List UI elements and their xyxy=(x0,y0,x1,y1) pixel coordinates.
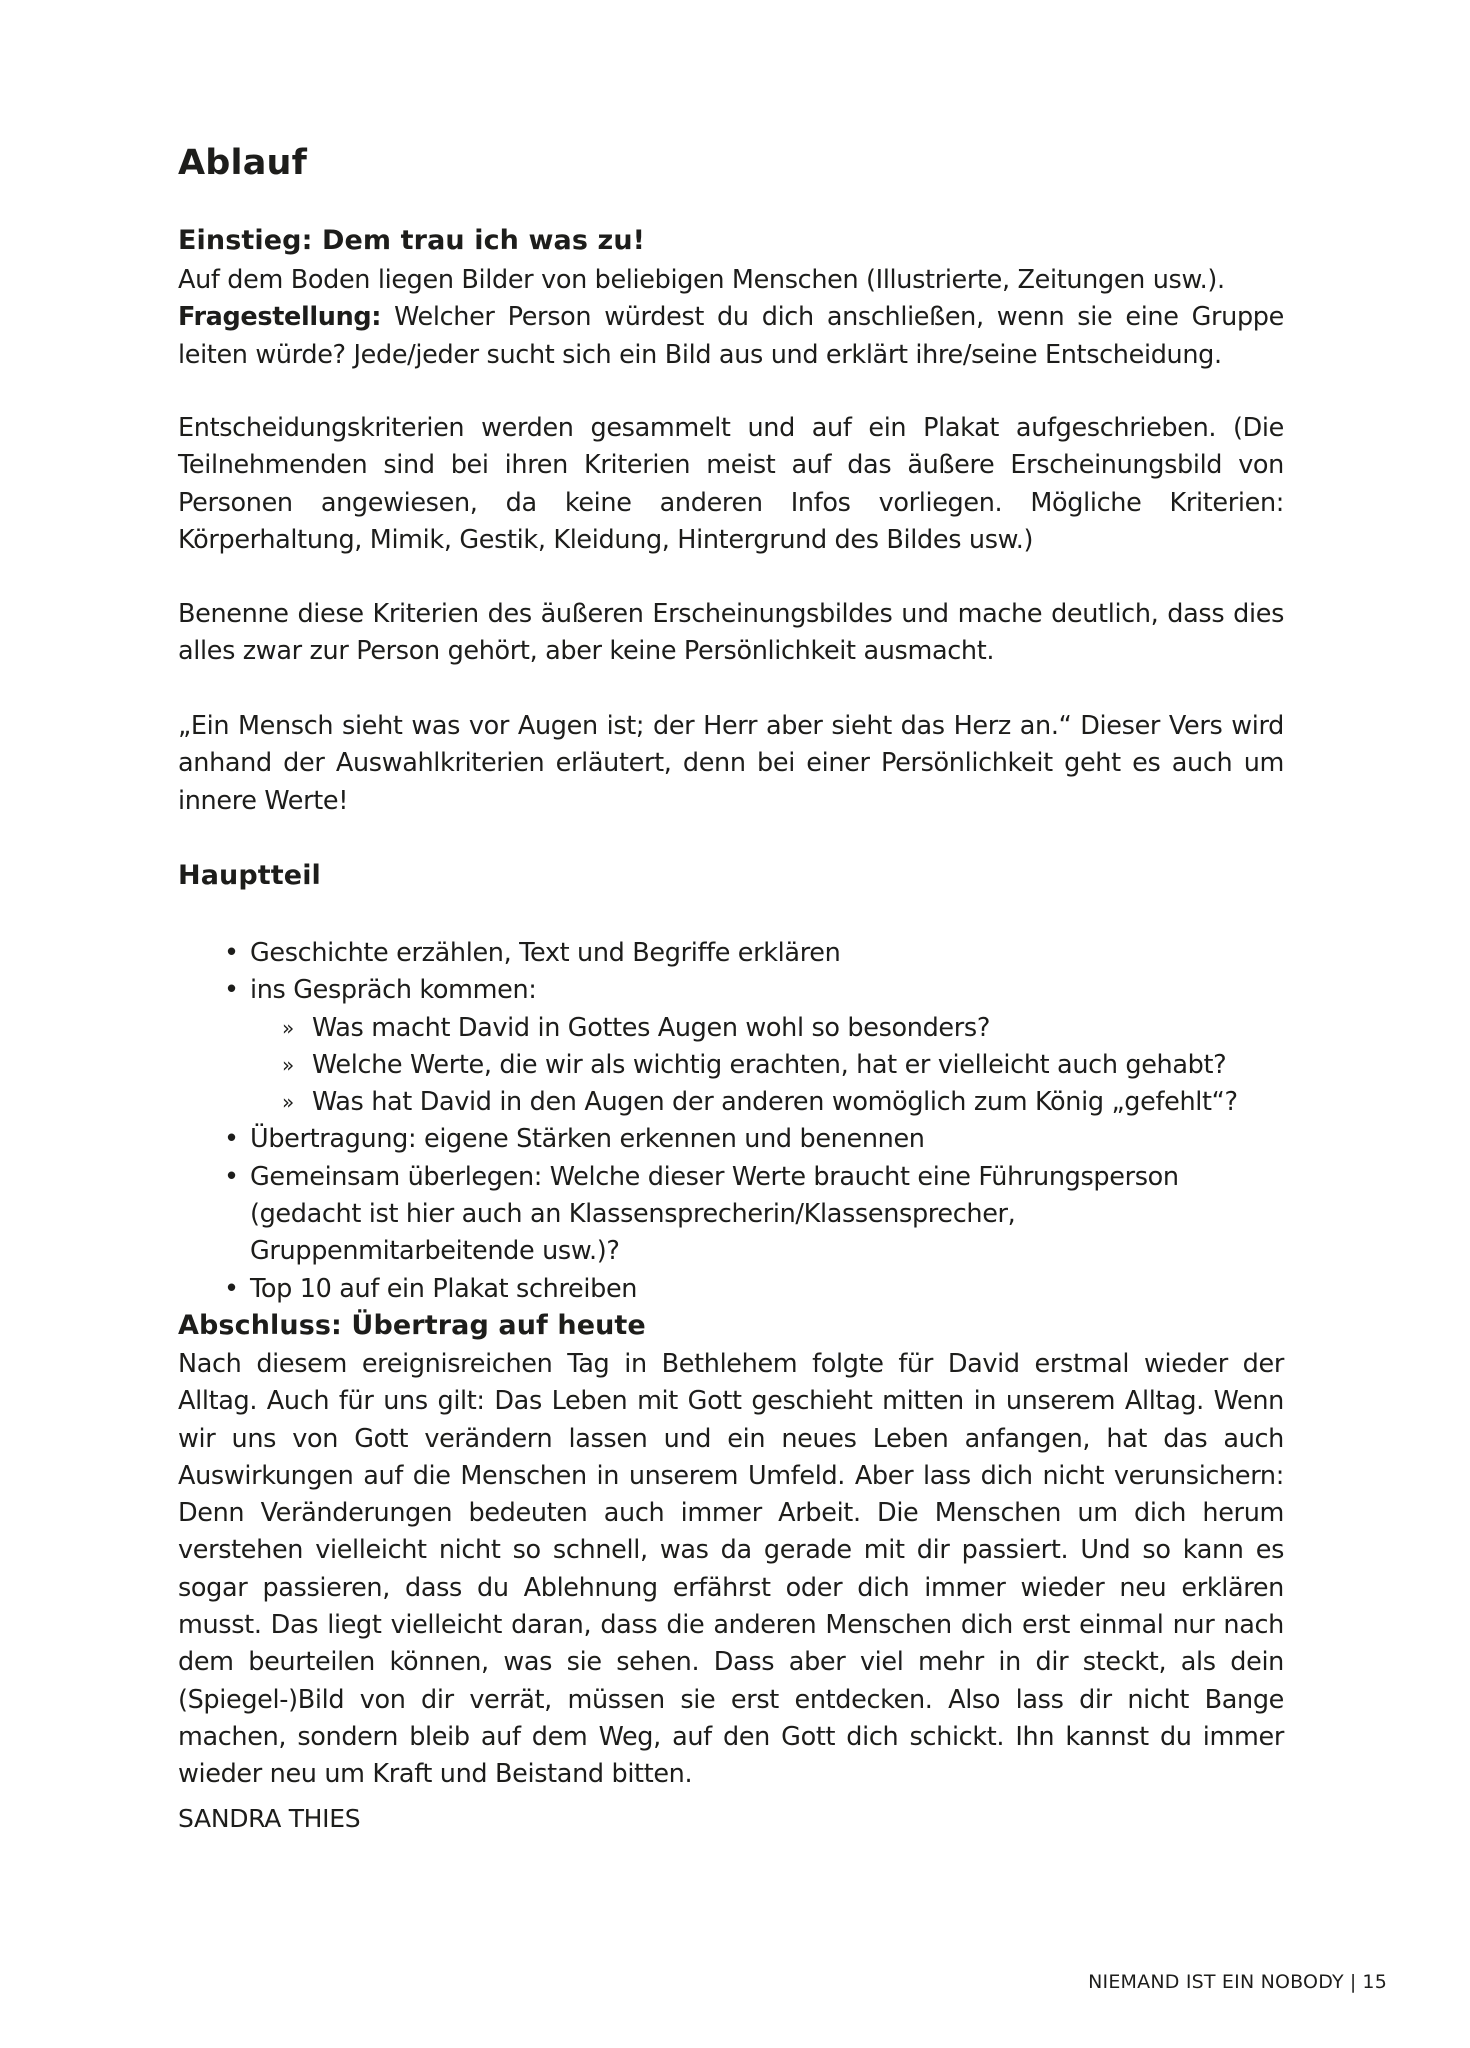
sub-list-item: » Was hat David in den Augen der anderen womöglich zum König „gefehlt“? xyxy=(178,1084,1284,1121)
list-item: • Geschichte erzählen, Text und Begriffe erklären xyxy=(178,935,1284,972)
bullet-icon: • xyxy=(224,1273,239,1304)
list-item: • Übertragung: eigene Stärken erkennen und benennen xyxy=(178,1121,1284,1158)
bullet-icon: • xyxy=(224,938,239,968)
section-title-abschluss: Abschluss: Übertrag auf heute xyxy=(178,1310,646,1341)
einstieg-intro: Auf dem Boden liegen Bilder von beliebigen Menschen (Illustrierte, Zeitungen usw.). xyxy=(178,265,1225,295)
list-item: • Gemeinsam überlegen: Welche dieser Werte braucht eine Führungsperson (gedacht ist hier auch an Klassensprecherin/Klassensprecher, Gruppenmitarbeitende usw.)? xyxy=(178,1159,1284,1271)
einstieg-intro-block xyxy=(178,262,1284,374)
page-footer xyxy=(1088,1971,1387,1993)
hauptteil-list xyxy=(178,935,1284,1308)
bullet-icon: • xyxy=(224,1124,239,1155)
chevron-right-icon: » xyxy=(282,1090,294,1115)
chevron-right-icon: » xyxy=(282,1015,294,1040)
page-number: 15 xyxy=(1362,1971,1387,1993)
einstieg-question xyxy=(178,299,1284,374)
bullet-icon: • xyxy=(224,1161,239,1192)
book-title: NIEMAND IST EIN NOBODY xyxy=(1088,1971,1344,1993)
section-title-einstieg: Einstieg: Dem trau ich was zu! xyxy=(178,225,646,256)
einstieg-paragraph-3: „Ein Mensch sieht was vor Augen ist; der Herr aber sieht das Herz an.“ Dieser Vers wird anhand der Auswahlkriterien erläutert, denn bei einer Persönlichkeit geht es auch um innere Werte! xyxy=(178,711,1284,816)
list-item: • ins Gespräch kommen: xyxy=(178,972,1284,1009)
abschluss-paragraph: Nach diesem ereignisreichen Tag in Bethlehem folgte für David erstmal wieder der Alltag. Auch für uns gilt: Das Leben mit Gott geschieht mitten in unserem Alltag. Wenn wir uns von Gott verändern lassen und ein neues Leben anfangen, hat das auch Auswirkungen auf die Menschen in unserem Umfeld. Aber lass dich nicht verunsichern: Denn Veränderungen bedeuten auch immer Arbeit. Die Menschen um dich herum verstehen vielleicht nicht so schnell, was da gerade mit dir passiert. Und so kann es sogar passieren, dass du Ablehnung erfährst oder dich immer wieder neu erklären musst. Das liegt vielleicht daran, dass die anderen Menschen dich erst einmal nur nach dem beurteilen können, was sie sehen. Dass aber viel mehr in dir steckt, als dein (Spiegel-)Bild von dir verrät, müssen sie erst entdecken. Also lass dir nicht Bange machen, sondern bleib auf dem Weg, auf den Gott dich schickt. Ihn kannst du immer wieder neu um Kraft und Beistand bitten. xyxy=(178,1349,1284,1790)
footer-separator: | xyxy=(1349,1971,1357,1993)
author-name: SANDRA THIES xyxy=(178,1804,361,1833)
sub-list-item: » Was macht David in Gottes Augen wohl so besonders? xyxy=(178,1010,1284,1047)
einstieg-paragraph-2: Benenne diese Kriterien des äußeren Erscheinungsbildes und mache deutlich, dass dies alles zwar zur Person gehört, aber keine Persönlichkeit ausmacht. xyxy=(178,599,1284,667)
chevron-right-icon: » xyxy=(282,1052,294,1077)
question-text: Welcher Person würdest du dich anschließen, wenn sie eine Gruppe leiten würde? Jede/jeder sucht sich ein Bild aus und erklärt ihre/seine Entscheidung. xyxy=(178,302,1284,370)
sub-list-item: » Welche Werte, die wir als wichtig erachten, hat er vielleicht auch gehabt? xyxy=(178,1047,1284,1084)
bullet-icon: • xyxy=(224,975,239,1006)
page-heading: Ablauf xyxy=(178,143,308,183)
list-item: • Top 10 auf ein Plakat schreiben xyxy=(178,1271,1284,1308)
einstieg-paragraph-1: Entscheidungskriterien werden gesammelt und auf ein Plakat aufgeschrieben. (Die Teilnehmenden sind bei ihren Kriterien meist auf das äußere Erscheinungsbild von Personen angewiesen, da keine anderen Infos vorliegen. Mögliche Kriterien: Körperhaltung, Mimik, Gestik, Kleidung, Hintergrund des Bildes usw.) xyxy=(178,413,1284,555)
section-title-hauptteil: Hauptteil xyxy=(178,860,321,891)
question-label: Fragestellung: xyxy=(178,302,382,333)
